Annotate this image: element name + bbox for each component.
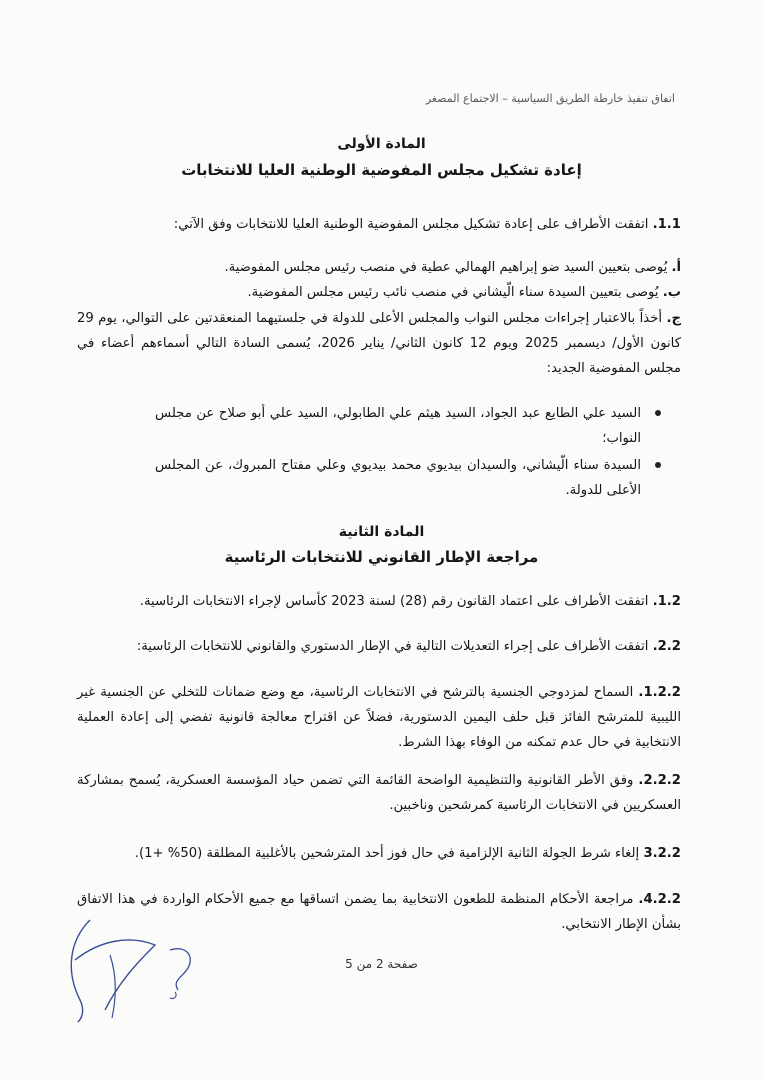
page-header: اتفاق تنفيذ خارطة الطريق السياسية – الاجتماع المصغر xyxy=(425,92,675,105)
clause-text: وفق الأطر القانونية والتنظيمية الواضحة القائمة التي تضمن حياد المؤسسة العسكرية، يُسمح بمشاركة العسكريين في الانتخابات الرئاسية كمرشحين وناخبين. xyxy=(77,773,681,813)
clause-number: 1.2. xyxy=(652,594,681,609)
clause-a xyxy=(77,256,681,279)
clause-2-2-2 xyxy=(77,768,681,818)
clause-c xyxy=(77,306,681,381)
clause-text: اتفقت الأطراف على إعادة تشكيل مجلس المفوضية الوطنية العليا للانتخابات وفق الآتي: xyxy=(173,217,649,232)
clause-number: ب. xyxy=(662,285,681,300)
clause-number: أ. xyxy=(671,260,681,275)
clause-2-2 xyxy=(77,635,681,658)
clause-text: اتفقت الأطراف على إجراء التعديلات التالية في الإطار الدستوري والقانوني للانتخابات الرئاسية: xyxy=(136,639,649,654)
clause-text: يُوصى بتعيين السيد ضو إبراهيم الهمالي عطية في منصب رئيس مجلس المفوضية. xyxy=(224,260,668,275)
clause-number: 2.2.2. xyxy=(638,773,681,788)
article-1-subtitle: إعادة تشكيل مجلس المفوضية الوطنية العليا للانتخابات xyxy=(181,161,582,179)
article-2-title: المادة الثانية xyxy=(338,524,425,540)
clause-text: يُوصى بتعيين السيدة سناء الّيشاني في منصب نائب رئيس مجلس المفوضية. xyxy=(247,285,659,300)
clause-number: ج. xyxy=(666,311,681,326)
clause-1-2 xyxy=(77,590,681,613)
clause-number: 1.1. xyxy=(652,217,681,232)
article-2-subtitle: مراجعة الإطار القانوني للانتخابات الرئاسية xyxy=(224,548,539,566)
clause-number: 1.2.2. xyxy=(638,685,681,700)
bullet-item: السيدة سناء الّيشاني، والسيدان بيديوي محمد بيديوي وعلي مفتاح المبروك، عن المجلس الأعلى للدولة. xyxy=(155,453,663,503)
page-number: صفحة 2 من 5 xyxy=(345,957,418,971)
clause-text: مراجعة الأحكام المنظمة للطعون الانتخابية بما يضمن اتساقها مع جميع الأحكام الواردة في هذا الاتفاق بشأن الإطار الانتخابي. xyxy=(77,892,681,932)
clause-number: 4.2.2. xyxy=(638,892,681,907)
bullet-item: السيد علي الطايع عبد الجواد، السيد هيثم علي الطابولي، السيد علي أبو صلاح عن مجلس النواب؛ xyxy=(155,401,663,451)
clause-text: السماح لمزدوجي الجنسية بالترشح في الانتخابات الرئاسية، مع وضع ضمانات للتخلي عن الجنسية غير الليبية للمترشح الفائز قبل حلف اليمين الدستورية، فضلاً عن اقتراح معالجة قانونية تفضي إلى إعادة العملية الانتخابية في حال عدم تمكنه من الوفاء بهذا الشرط. xyxy=(77,685,681,750)
article-1-title: المادة الأولى xyxy=(337,136,426,152)
clause-text: أخذاً بالاعتبار إجراءات مجلس النواب والمجلس الأعلى للدولة في جلستيهما المنعقدتين على التوالي، يوم 29 كانون الأول/ ديسمبر 2025 ويوم 12 كانون الثاني/ يناير 2026، يُسمى السادة التالي أسماءهم أعضاء في مجلس المفوضية الجديد: xyxy=(77,311,681,376)
clause-b xyxy=(77,281,681,304)
clause-text: اتفقت الأطراف على اعتماد القانون رقم (28) لسنة 2023 كأساس لإجراء الانتخابات الرئاسية. xyxy=(139,594,649,609)
clause-3-2-2 xyxy=(77,842,681,865)
clause-number: 3.2.2 xyxy=(643,846,681,861)
clause-1-1 xyxy=(77,213,681,236)
clause-text: إلغاء شرط الجولة الثانية الإلزامية في حال فوز أحد المترشحين بالأغلبية المطلقة (50% +1). xyxy=(134,846,640,861)
clause-1-2-2 xyxy=(77,680,681,755)
clause-number: 2.2. xyxy=(652,639,681,654)
